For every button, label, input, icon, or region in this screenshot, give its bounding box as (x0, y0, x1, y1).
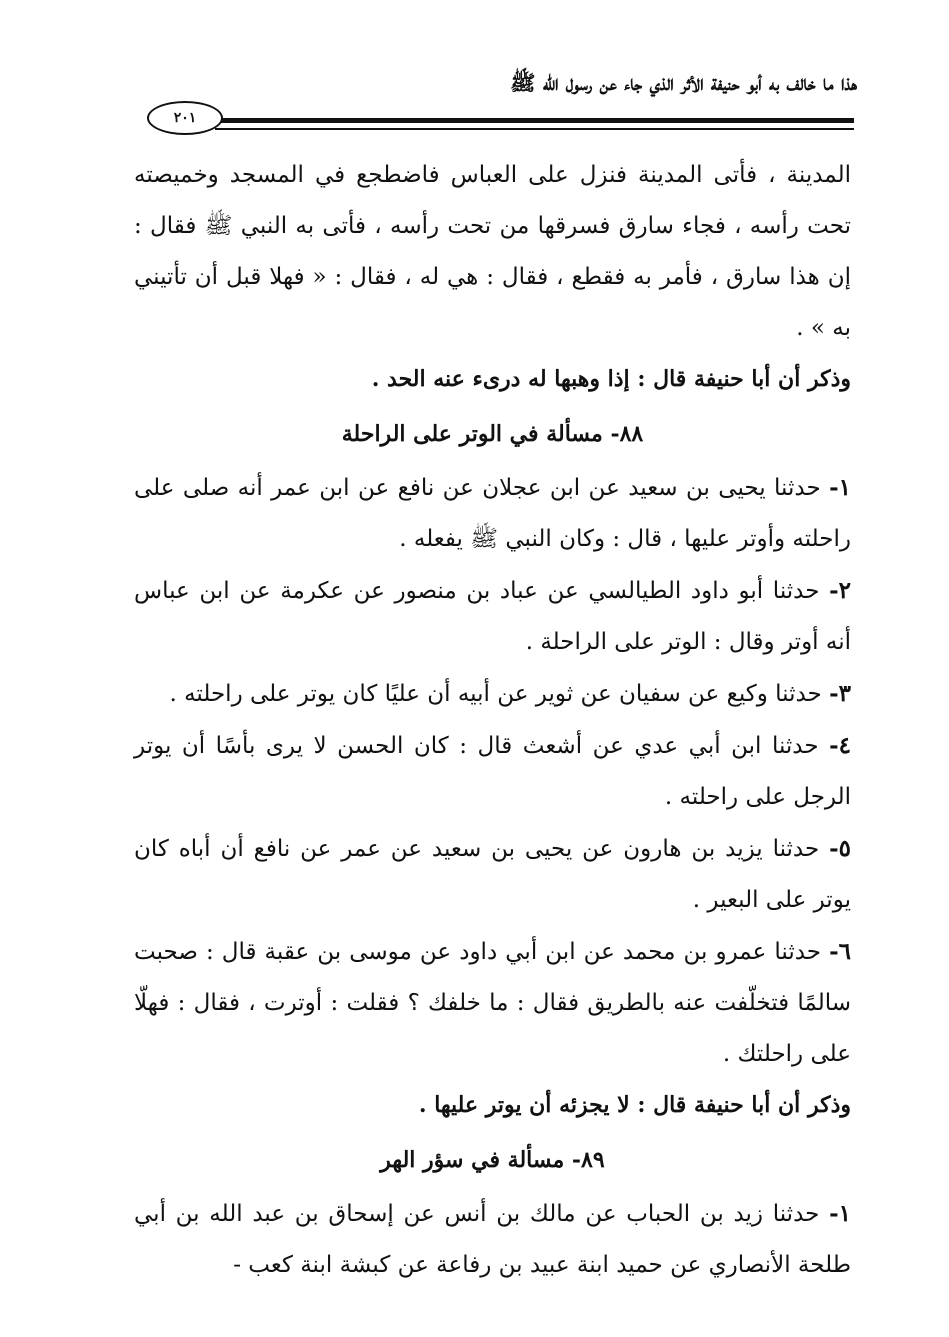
hadith-number: ٥- (829, 835, 851, 862)
section-heading-89: ٨٩- مسألة في سؤر الهر (380, 1147, 605, 1173)
abu-hanifa-opinion: وذكر أن أبا حنيفة قال : إذا وهبها له درىء عنه الحد . (371, 366, 851, 392)
hadith-number: ١- (829, 474, 851, 501)
body-text (134, 150, 851, 1291)
abu-hanifa-opinion: وذكر أن أبا حنيفة قال : لا يجزئه أن يوتر عليها . (418, 1092, 851, 1118)
hadith-item (134, 1188, 851, 1291)
hadith-item (134, 823, 851, 926)
paragraph-continuation: المدينة ، فأتى المدينة فنزل على العباس فاضطجع في المسجد وخميصته تحت رأسه ، فجاء سارق فسرقها من تحت رأسه ، فأتى به النبي ﷺ فقال : إن هذا سارق ، فأمر به فقطع ، فقال : هي له ، فقال : « فهلا قبل أن تأتيني به » . (134, 162, 851, 341)
hadith-item (134, 720, 851, 823)
header-rule (215, 118, 854, 123)
hadith-item (134, 668, 851, 720)
hadith-text: حدثنا وكيع عن سفيان عن ثوير عن أبيه أن عليًا كان يوتر على راحلته . (169, 681, 830, 707)
hadith-item (134, 565, 851, 668)
hadith-text: حدثنا زيد بن الحباب عن مالك بن أنس عن إسحاق بن عبد الله بن أبي طلحة الأنصاري عن حميد ابنة عبيد بن رفاعة عن كبشة ابنة كعب - (134, 1201, 851, 1278)
section-heading-88: ٨٨- مسألة في الوتر على الراحلة (341, 421, 644, 447)
hadith-text: حدثنا عمرو بن محمد عن ابن أبي داود عن موسى بن عقبة قال : صحبت سالمًا فتخلّفت عنه بالطريق فقال : ما خلفك ؟ فقلت : أوترت ، فقال : فهلّا على راحلتك . (134, 939, 851, 1067)
hadith-item (134, 926, 851, 1080)
hadith-text: حدثنا أبو داود الطيالسي عن عباد بن منصور عن عكرمة عن ابن عباس أنه أوتر وقال : الوتر على الراحلة . (134, 578, 851, 655)
page-number: ٢٠١ (147, 101, 223, 135)
hadith-text: حدثنا يزيد بن هارون عن يحيى بن سعيد عن عمر عن نافع أن أباه كان يوتر على البعير . (134, 836, 851, 913)
hadith-text: حدثنا يحيى بن سعيد عن ابن عجلان عن نافع عن ابن عمر أنه صلى على راحلته وأوتر عليها ، قال : وكان النبي ﷺ يفعله . (134, 475, 851, 552)
hadith-number: ١- (829, 1200, 851, 1227)
running-header: هذا ما خالف به أبو حنيفة الأثر الذي جاء عن رسول الله ﷺ (510, 70, 857, 95)
hadith-number: ٦- (829, 938, 851, 965)
hadith-number: ٣- (829, 680, 851, 707)
hadith-item (134, 462, 851, 565)
hadith-text: حدثنا ابن أبي عدي عن أشعث قال : كان الحسن لا يرى بأسًا أن يوتر الرجل على راحلته . (134, 733, 851, 810)
header-rule-thin (215, 128, 854, 130)
hadith-number: ٢- (829, 577, 851, 604)
hadith-number: ٤- (829, 732, 851, 759)
